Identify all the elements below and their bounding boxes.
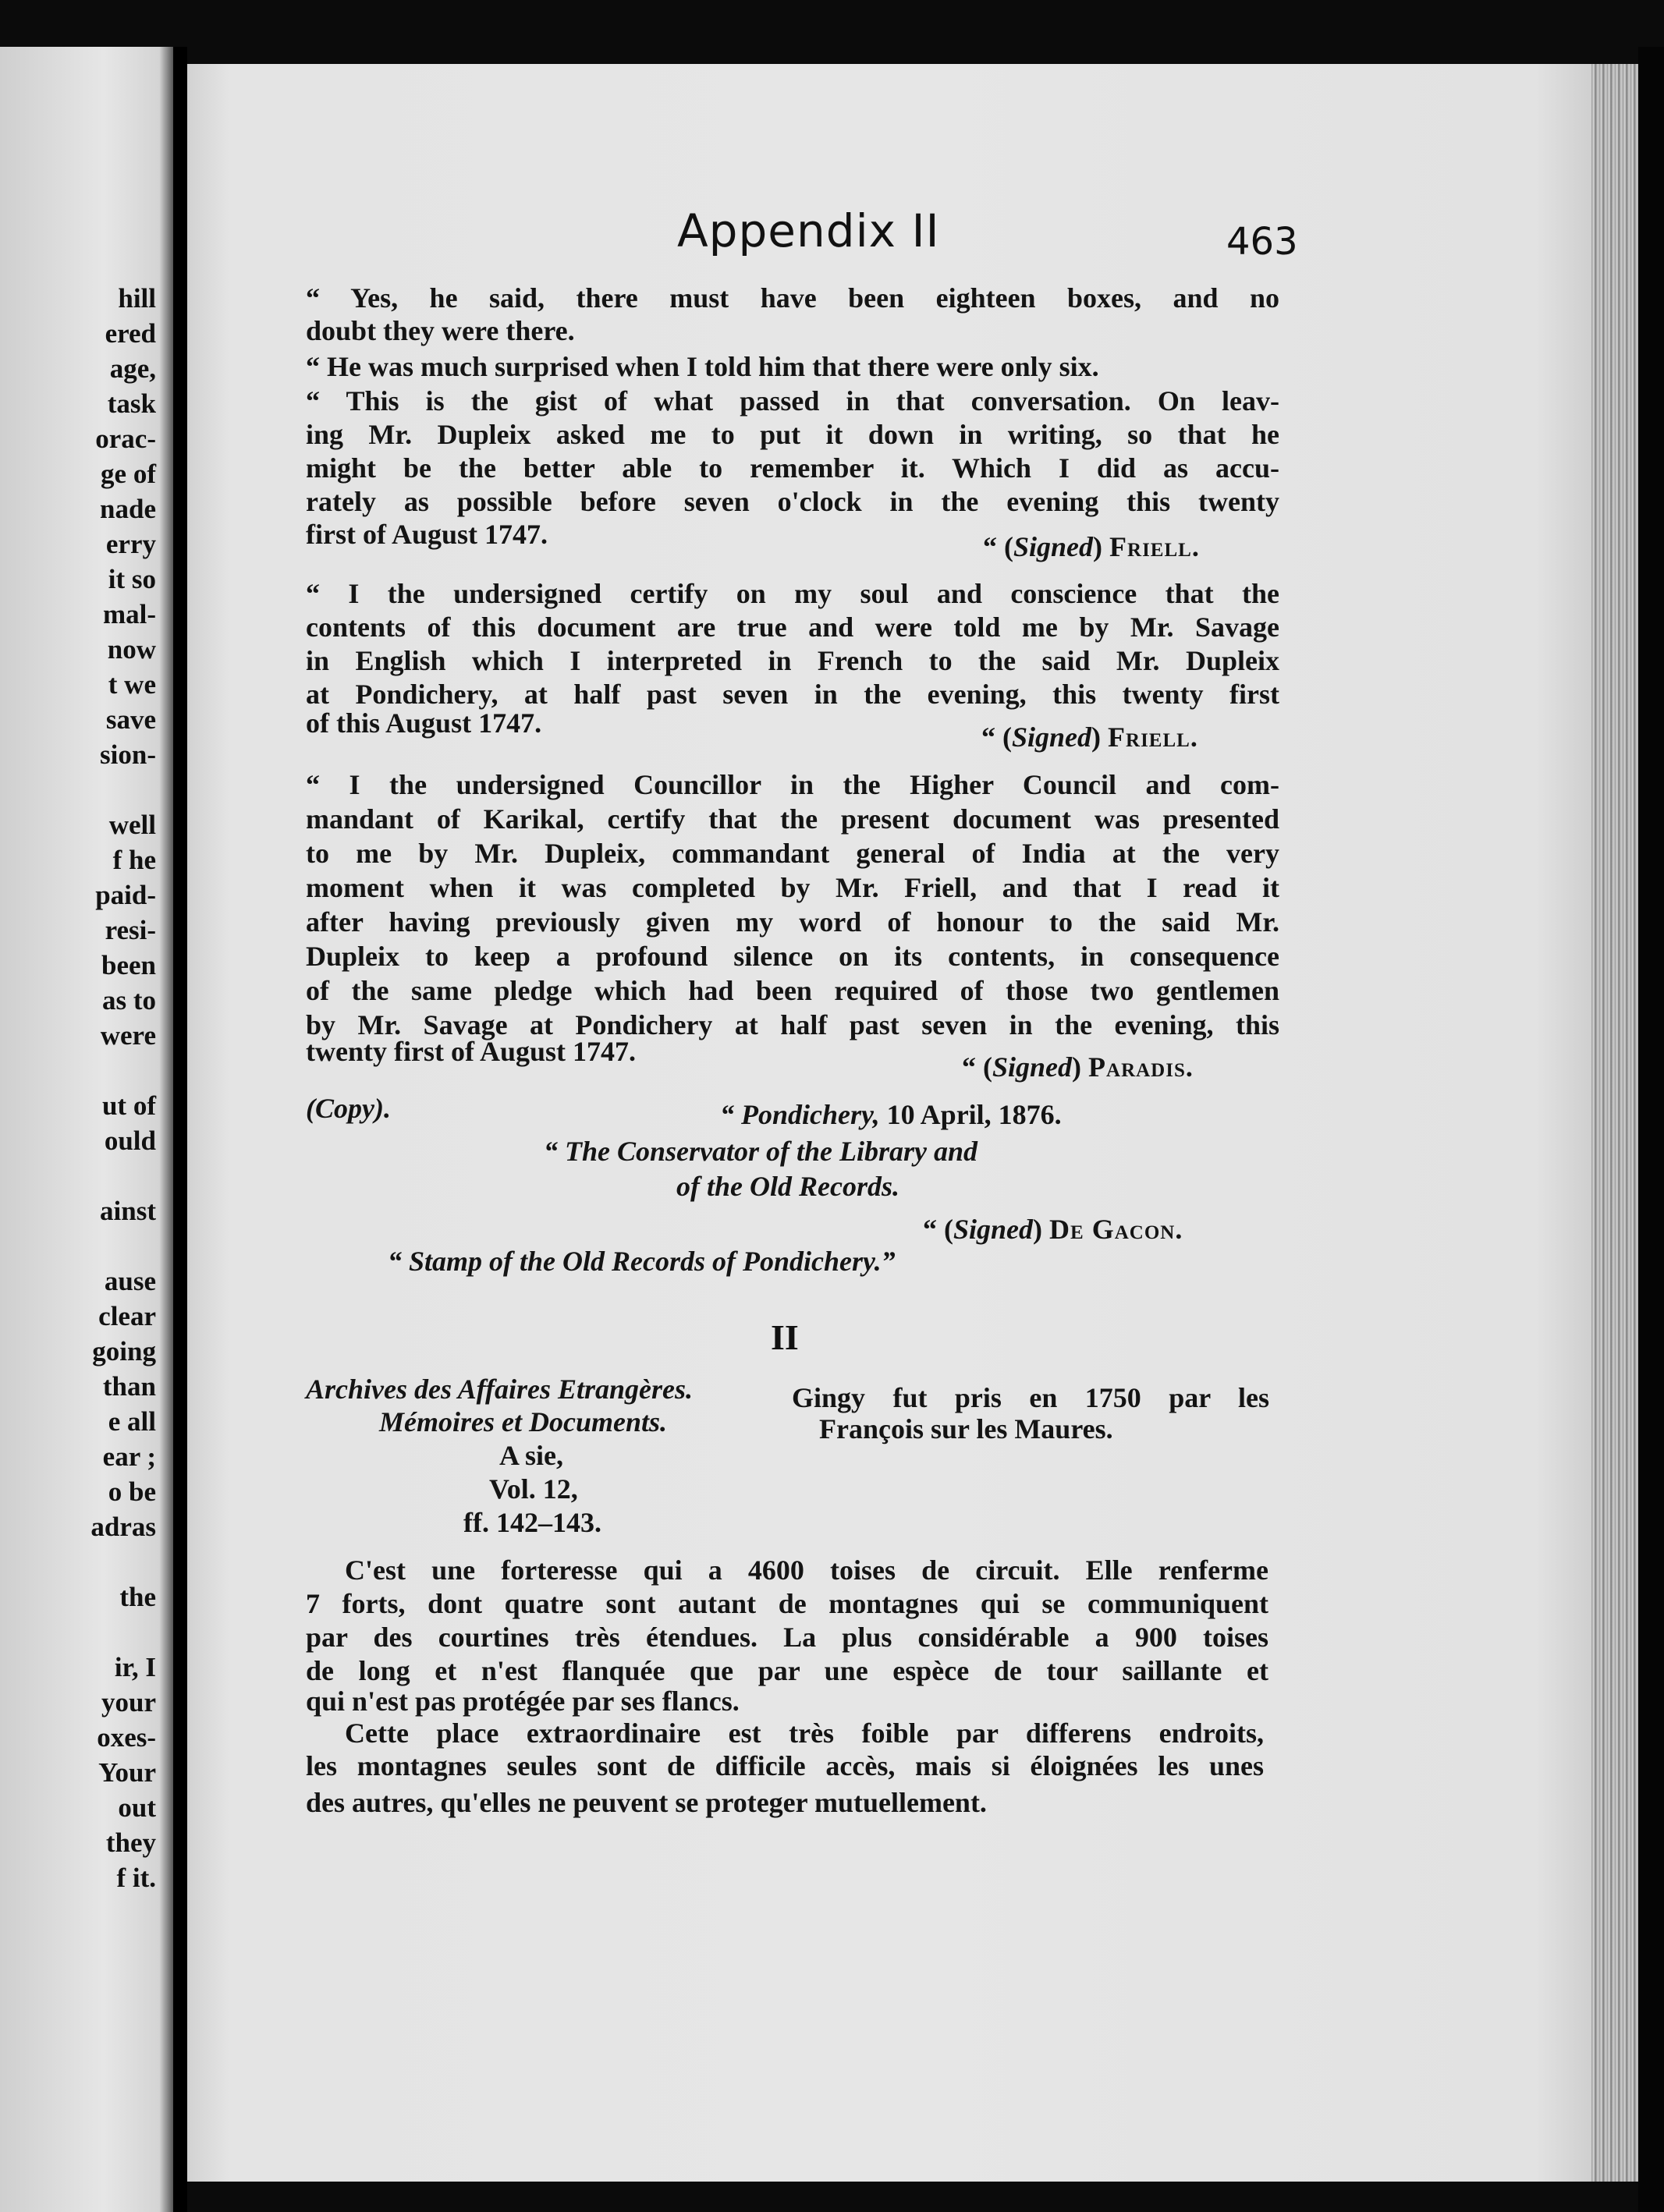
- page-number: 463: [1226, 220, 1298, 264]
- conservator-line-1: “ The Conservator of the Library and: [544, 1136, 978, 1167]
- facing-page-fragment: it so: [108, 564, 156, 594]
- facing-page-fragment: age,: [109, 353, 156, 384]
- facing-page-fragment: Your: [98, 1757, 156, 1788]
- facing-page-fragment: the: [119, 1582, 156, 1612]
- facing-page-fragment: ge of: [101, 459, 156, 489]
- facing-page-fragment: now: [107, 634, 156, 665]
- facing-page-fragment: o be: [108, 1476, 156, 1507]
- source-line: A sie,: [499, 1440, 564, 1471]
- copy-label: (Copy).: [306, 1093, 391, 1124]
- source-line: Archives des Affaires Etrangères.: [306, 1374, 694, 1405]
- facing-page-fragment: orac-: [95, 424, 156, 454]
- signature-de-gacon: “ (Signed) De Gacon.: [923, 1214, 1183, 1245]
- text-line: C'est une forteresse qui a 4600 toises de circuit. Elle renferme: [345, 1554, 1268, 1586]
- facing-page-fragment: well: [108, 810, 156, 840]
- facing-page-fragment: [90, 1228, 156, 1264]
- document-title-line: Gingy fut pris en 1750 par les: [792, 1382, 1269, 1413]
- text-line: “ This is the gist of what passed in that conversation. On leav-: [306, 385, 1279, 417]
- text-line: of this August 1747.: [306, 707, 542, 739]
- facing-page-fragment: save: [105, 704, 156, 735]
- facing-page-fragment: resi-: [105, 915, 156, 945]
- facing-page-fragment: than: [102, 1371, 156, 1402]
- section-heading: II: [771, 1317, 799, 1357]
- text-line: moment when it was completed by Mr. Friell, and that I read it: [306, 872, 1279, 903]
- text-line: of the same pledge which had been required of those two gentlemen: [306, 975, 1279, 1006]
- facing-page-fragment: erry: [105, 529, 156, 559]
- copy-place-date: “ Pondichery, 10 April, 1876.: [720, 1099, 1062, 1130]
- facing-page-fragment: [90, 772, 156, 807]
- book-gutter: [173, 47, 187, 2212]
- facing-page-fragment: [90, 1615, 156, 1650]
- facing-page-fragment: t we: [108, 669, 156, 700]
- facing-page-fragment: [90, 1158, 156, 1193]
- text-line: contents of this document are true and were told me by Mr. Savage: [306, 611, 1279, 643]
- facing-page-fragment: ut of: [101, 1090, 156, 1121]
- signature-friell-2: “ (Signed) Friell.: [981, 721, 1198, 753]
- text-line: les montagnes seules sont de difficile accès, mais si éloignées les unes: [306, 1750, 1264, 1781]
- facing-page-text: [90, 281, 156, 1895]
- facing-page-fragment: were: [100, 1020, 156, 1051]
- source-line: Vol. 12,: [489, 1473, 578, 1505]
- facing-page-fragment: ir, I: [114, 1652, 156, 1682]
- facing-page-fragment: f he: [112, 845, 156, 875]
- facing-page-fragment: e all: [108, 1406, 156, 1437]
- text-line: “ I the undersigned Councillor in the Higher Council and com-: [306, 769, 1279, 800]
- text-line: Dupleix to keep a profound silence on its contents, in consequence: [306, 941, 1279, 972]
- text-line: by Mr. Savage at Pondichery at half past seven in the evening, this: [306, 1009, 1279, 1040]
- facing-page-fragment: paid-: [95, 880, 156, 910]
- text-line: rately as possible before seven o'clock in the evening this twenty: [306, 486, 1279, 517]
- facing-page-fragment: [90, 1053, 156, 1088]
- facing-page-fragment: been: [101, 950, 156, 980]
- facing-page-fragment: nade: [100, 494, 156, 524]
- text-line: ing Mr. Dupleix asked me to put it down in writing, so that he: [306, 419, 1279, 450]
- text-line: qui n'est pas protégée par ses flancs.: [306, 1686, 740, 1717]
- stamp-note: “ Stamp of the Old Records of Pondichery.”: [388, 1246, 896, 1277]
- conservator-line-2: of the Old Records.: [676, 1171, 899, 1202]
- text-line: might be the better able to remember it. Which I did as accu-: [306, 452, 1279, 484]
- text-line: par des courtines très étendues. La plus considérable a 900 toises: [306, 1622, 1268, 1653]
- text-line: doubt they were there.: [306, 315, 575, 346]
- facing-page-fragment: adras: [90, 1512, 156, 1542]
- facing-page-fragment: they: [105, 1827, 156, 1858]
- source-line: Mémoires et Documents.: [379, 1406, 667, 1437]
- facing-page-fragment: mal-: [102, 599, 156, 629]
- facing-page-fragment: hill: [118, 283, 156, 314]
- text-line: twenty first of August 1747.: [306, 1036, 636, 1067]
- facing-page-fragment: out: [118, 1792, 156, 1823]
- facing-page-fragment: task: [107, 388, 156, 419]
- facing-page-fragment: ause: [104, 1266, 156, 1296]
- facing-page-fragment: ered: [105, 318, 156, 349]
- text-line: “ He was much surprised when I told him that there were only six.: [306, 351, 1099, 382]
- facing-page-fragment: your: [101, 1687, 156, 1717]
- facing-page-edge: [0, 47, 173, 2212]
- text-line: des autres, qu'elles ne peuvent se proteger mutuellement.: [306, 1787, 987, 1818]
- text-line: “ I the undersigned certify on my soul and conscience that the: [306, 578, 1279, 609]
- text-line: mandant of Karikal, certify that the present document was presented: [306, 803, 1279, 835]
- facing-page-fragment: clear: [98, 1301, 156, 1331]
- facing-page-fragment: sion-: [100, 739, 156, 770]
- facing-page-fragment: ainst: [100, 1196, 156, 1226]
- page-edge-shadow: [1638, 47, 1664, 2212]
- text-line: at Pondichery, at half past seven in the evening, this twenty first: [306, 679, 1279, 710]
- facing-page-fragment: going: [92, 1336, 156, 1367]
- text-line: first of August 1747.: [306, 519, 548, 550]
- text-line: to me by Mr. Dupleix, commandant general of India at the very: [306, 838, 1279, 869]
- text-line: Cette place extraordinaire est très foible par differens endroits,: [345, 1717, 1264, 1749]
- facing-page-fragment: [90, 1544, 156, 1579]
- facing-page-fragment: oxes-: [97, 1722, 156, 1753]
- text-line: in English which I interpreted in French to the said Mr. Dupleix: [306, 645, 1279, 676]
- signature-friell-1: “ (Signed) Friell.: [983, 531, 1200, 562]
- facing-page-fragment: ould: [104, 1125, 156, 1156]
- text-line: 7 forts, dont quatre sont autant de montagnes qui se communiquent: [306, 1588, 1268, 1619]
- signature-paradis: “ (Signed) Paradis.: [962, 1051, 1194, 1083]
- document-title-line: François sur les Maures.: [819, 1413, 1113, 1445]
- text-line: after having previously given my word of honour to the said Mr.: [306, 906, 1279, 938]
- text-line: de long et n'est flanquée que par une espèce de tour saillante et: [306, 1655, 1268, 1686]
- facing-page-fragment: as to: [101, 985, 156, 1016]
- facing-page-fragment: ear ;: [102, 1441, 156, 1472]
- page-edges: [1591, 64, 1638, 2182]
- facing-page-fragment: f it.: [116, 1863, 156, 1893]
- source-line: ff. 142–143.: [463, 1507, 601, 1538]
- running-head: Appendix II: [677, 204, 940, 257]
- text-line: “ Yes, he said, there must have been eighteen boxes, and no: [306, 282, 1279, 314]
